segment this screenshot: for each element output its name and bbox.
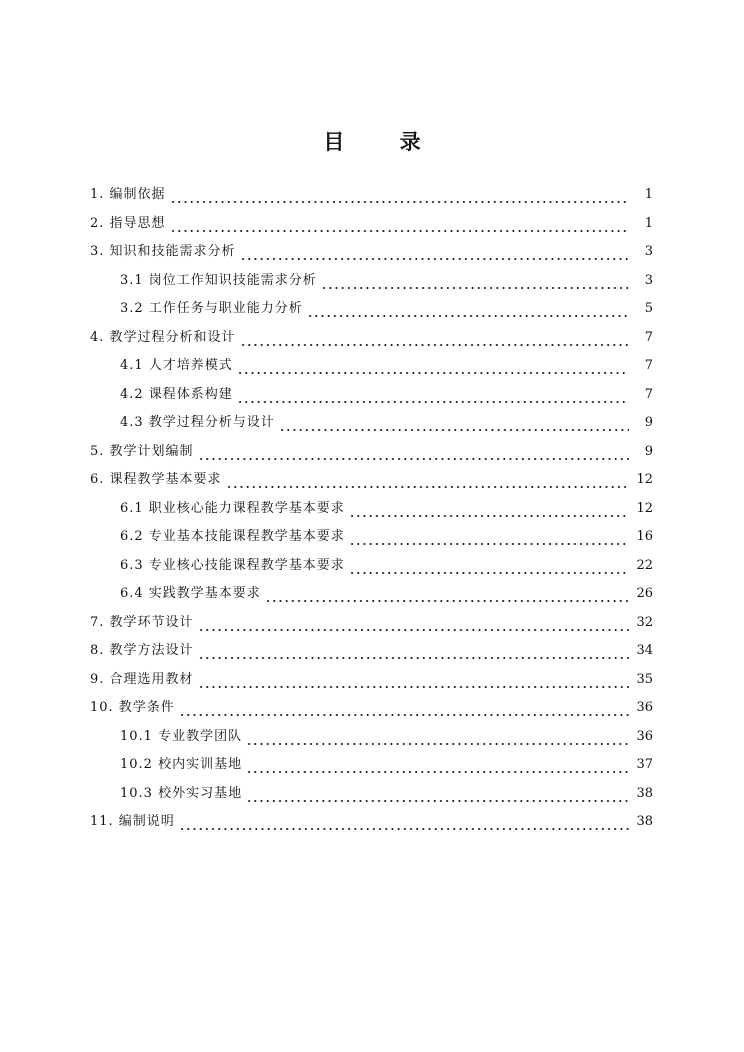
toc-entry-label: 8. 教学方法设计 [90, 643, 194, 659]
toc-entry[interactable] [0, 295, 744, 324]
toc-dot-leader [237, 388, 629, 406]
toc-entry-label: 4.3 教学过程分析与设计 [120, 415, 275, 431]
toc-dot-leader [198, 616, 629, 634]
toc-entry-label: 10.3 校外实习基地 [120, 785, 243, 801]
toc-entry-label: 7. 教学环节设计 [90, 614, 194, 630]
toc-dot-leader [237, 359, 629, 377]
toc-entry-label: 10.2 校内实训基地 [120, 757, 243, 773]
toc-entry-label: 3.2 工作任务与职业能力分析 [120, 301, 303, 317]
toc-dot-leader [307, 302, 629, 320]
toc-entry-page-number: 38 [636, 785, 653, 801]
toc-entry-page-number: 7 [644, 386, 653, 402]
toc-entry[interactable] [0, 723, 744, 752]
toc-dot-leader [349, 502, 629, 520]
toc-entry[interactable] [0, 466, 744, 495]
toc-entry-label: 3. 知识和技能需求分析 [90, 244, 236, 260]
toc-dot-leader [198, 445, 629, 463]
toc-entry[interactable] [0, 324, 744, 353]
toc-entry[interactable] [0, 438, 744, 467]
toc-entry-page-number: 36 [636, 700, 653, 716]
toc-entry[interactable] [0, 495, 744, 524]
toc-entry-label: 6.2 专业基本技能课程教学基本要求 [120, 529, 345, 545]
toc-entry-page-number: 7 [644, 329, 653, 345]
toc-dot-leader [279, 416, 629, 434]
toc-dot-leader [321, 274, 629, 292]
toc-entry[interactable] [0, 609, 744, 638]
toc-entry[interactable] [0, 637, 744, 666]
toc-entry-page-number: 3 [644, 272, 653, 288]
toc-entry[interactable] [0, 181, 744, 210]
toc-entry-label: 4. 教学过程分析和设计 [90, 329, 236, 345]
toc-entry-label: 6.1 职业核心能力课程教学基本要求 [120, 500, 345, 516]
toc-dot-leader [265, 587, 629, 605]
toc-entry-label: 10.1 专业教学团队 [120, 728, 243, 744]
toc-entry-page-number: 35 [636, 671, 653, 687]
toc-entry[interactable] [0, 751, 744, 780]
toc-entry-page-number: 9 [644, 443, 653, 459]
toc-entry[interactable] [0, 210, 744, 239]
toc-entry[interactable] [0, 267, 744, 296]
toc-dot-leader [240, 331, 629, 349]
toc-entry-page-number: 22 [636, 557, 653, 573]
toc-entry-label: 6. 课程教学基本要求 [90, 472, 222, 488]
toc-entry-label: 9. 合理选用教材 [90, 671, 194, 687]
toc-entry[interactable] [0, 580, 744, 609]
toc-entry-page-number: 1 [644, 215, 653, 231]
page-title: 目 录 [323, 130, 445, 154]
toc-entry-label: 1. 编制依据 [90, 187, 166, 203]
toc-dot-leader [198, 644, 629, 662]
toc-dot-leader [198, 673, 629, 691]
toc-entry[interactable] [0, 381, 744, 410]
toc-dot-leader [246, 758, 629, 776]
toc-entry-page-number: 38 [636, 814, 653, 830]
toc-entry-label: 6.4 实践教学基本要求 [120, 586, 261, 602]
toc-entry-page-number: 37 [636, 757, 653, 773]
toc-dot-leader [170, 217, 629, 235]
toc-entry-label: 4.1 人才培养模式 [120, 358, 233, 374]
toc-entry[interactable] [0, 238, 744, 267]
toc-entry-page-number: 36 [636, 728, 653, 744]
toc-entry-label: 10. 教学条件 [90, 700, 175, 716]
toc-entry-page-number: 5 [644, 301, 653, 317]
toc-entry[interactable] [0, 409, 744, 438]
toc-entry[interactable] [0, 352, 744, 381]
toc-dot-leader [349, 559, 629, 577]
toc-entry-page-number: 3 [644, 244, 653, 260]
toc-entry-label: 4.2 课程体系构建 [120, 386, 233, 402]
toc-entry-page-number: 7 [644, 358, 653, 374]
toc-entry-page-number: 34 [636, 643, 653, 659]
toc-entry[interactable] [0, 694, 744, 723]
toc-dot-leader [179, 815, 629, 833]
toc-entry-label: 3.1 岗位工作知识技能需求分析 [120, 272, 317, 288]
toc-entry-page-number: 32 [636, 614, 653, 630]
toc-entry-label: 6.3 专业核心技能课程教学基本要求 [120, 557, 345, 573]
toc-dot-leader [226, 473, 629, 491]
toc-dot-leader [349, 530, 629, 548]
toc-entry-label: 11. 编制说明 [90, 814, 175, 830]
toc-dot-leader [179, 701, 629, 719]
toc-entry[interactable] [0, 780, 744, 809]
toc-entry-page-number: 12 [636, 500, 653, 516]
toc-entry[interactable] [0, 808, 744, 837]
toc-entry[interactable] [0, 552, 744, 581]
toc-entry-page-number: 1 [644, 187, 653, 203]
toc-entry-page-number: 9 [644, 415, 653, 431]
toc-entry[interactable] [0, 523, 744, 552]
toc-entry-page-number: 12 [636, 472, 653, 488]
toc-dot-leader [240, 245, 629, 263]
toc-dot-leader [246, 787, 629, 805]
toc-entry[interactable] [0, 666, 744, 695]
toc-entry-label: 5. 教学计划编制 [90, 443, 194, 459]
toc-dot-leader [170, 188, 629, 206]
toc-entry-page-number: 16 [636, 529, 653, 545]
toc-dot-leader [246, 730, 629, 748]
toc-entry-label: 2. 指导思想 [90, 215, 166, 231]
toc-entry-page-number: 26 [636, 586, 653, 602]
table-of-contents [0, 181, 744, 837]
